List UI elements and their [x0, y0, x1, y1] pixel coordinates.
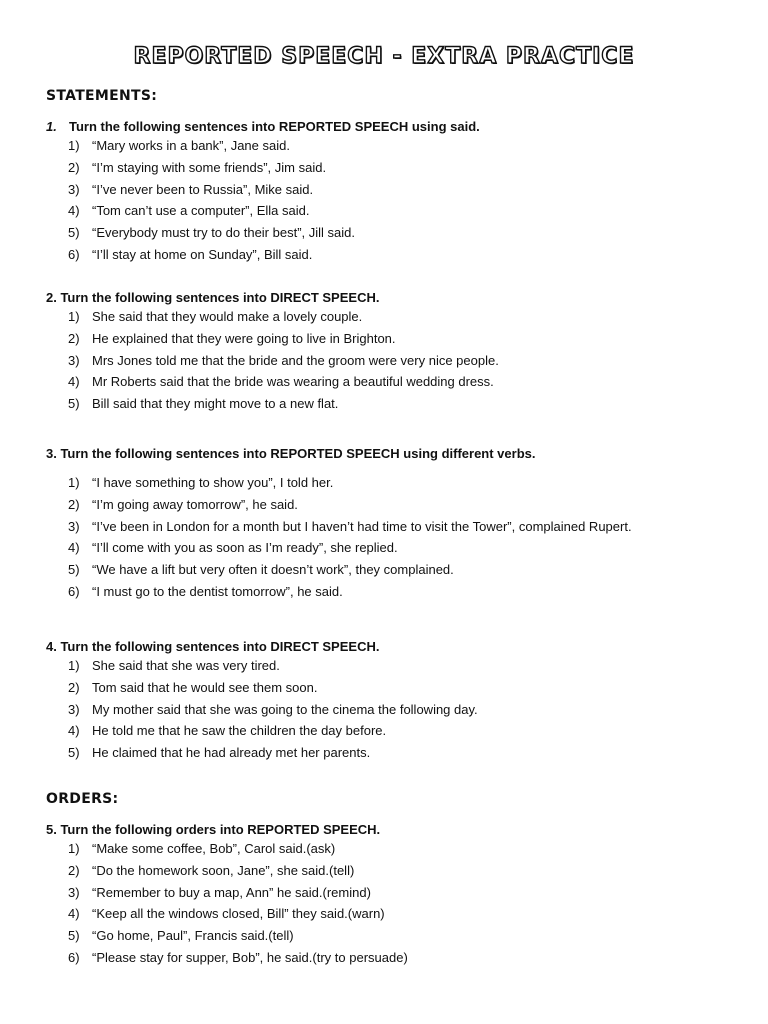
list-item — [46, 244, 746, 266]
item-text: “Everybody must try to do their best”, Jill said. — [92, 225, 355, 241]
list-item — [46, 655, 746, 677]
item-text: Mrs Jones told me that the bride and the groom were very nice people. — [92, 352, 499, 368]
item-text: “I’ve never been to Russia”, Mike said. — [92, 181, 314, 197]
item-number: 4) — [68, 540, 80, 556]
item-text: “We have a lift but very often it doesn’t work”, they complained. — [92, 562, 454, 578]
list-item — [46, 179, 746, 201]
list-item — [46, 135, 746, 157]
item-number: 1) — [68, 475, 80, 490]
exercise-2-list — [46, 306, 746, 415]
item-number: 4) — [68, 374, 80, 390]
item-number: 6) — [68, 246, 80, 262]
item-text: “Do the homework soon, Jane”, she said.(tell) — [92, 862, 355, 878]
item-number: 6) — [68, 949, 80, 965]
item-number: 3) — [68, 884, 80, 900]
item-number: 3) — [68, 518, 80, 534]
list-item — [46, 559, 746, 581]
list-item — [46, 699, 746, 721]
list-item — [46, 947, 746, 969]
item-number: 6) — [68, 583, 80, 599]
item-number: 5) — [68, 928, 80, 944]
item-number: 4) — [68, 723, 80, 739]
item-number: 1) — [68, 309, 80, 324]
item-text: Tom said that he would see them soon. — [92, 679, 318, 695]
item-text: “I have something to show you”, I told her. — [92, 475, 334, 490]
item-text: Mr Roberts said that the bride was wearing a beautiful wedding dress. — [92, 374, 494, 390]
item-text: “Go home, Paul”, Francis said.(tell) — [92, 928, 294, 944]
item-text: Bill said that they might move to a new flat. — [92, 396, 339, 412]
item-text: “Please stay for supper, Bob”, he said.(try to persuade) — [92, 949, 408, 965]
item-number: 5) — [68, 396, 80, 412]
item-text: “Mary works in a bank”, Jane said. — [92, 138, 290, 153]
section-heading-orders: ORDERS: — [46, 791, 119, 807]
list-item — [46, 371, 746, 393]
exercise-5-list — [46, 838, 746, 969]
list-item — [46, 472, 746, 494]
list-item — [46, 742, 746, 764]
item-text: He told me that he saw the children the day before. — [92, 723, 387, 739]
exercise-1-number: 1. — [46, 119, 57, 134]
list-item — [46, 677, 746, 699]
exercise-5-instruction: 5. Turn the following orders into REPORTED SPEECH. — [46, 822, 381, 837]
exercise-1 — [46, 119, 746, 266]
exercise-2 — [46, 290, 746, 415]
item-text: “I must go to the dentist tomorrow”, he said. — [92, 583, 343, 599]
list-item — [46, 925, 746, 947]
item-text: “I’m staying with some friends”, Jim said. — [92, 159, 327, 175]
exercise-4-instruction: 4. Turn the following sentences into DIRECT SPEECH. — [46, 639, 380, 654]
exercise-1-instruction-text: Turn the following sentences into REPORTED SPEECH using said. — [69, 119, 480, 134]
list-item — [46, 222, 746, 244]
item-text: “Keep all the windows closed, Bill” they said.(warn) — [92, 906, 385, 922]
list-item — [46, 306, 746, 328]
list-item — [46, 494, 746, 516]
item-number: 2) — [68, 862, 80, 878]
item-number: 1) — [68, 841, 80, 856]
page-title: REPORTED SPEECH - EXTRA PRACTICE — [133, 44, 635, 69]
item-text: He explained that they were going to live in Brighton. — [92, 330, 396, 346]
list-item — [46, 200, 746, 222]
list-item — [46, 882, 746, 904]
item-text: “I’ve been in London for a month but I haven’t had time to visit the Tower”, complained Rupert. — [92, 518, 632, 534]
exercise-3-list — [46, 472, 746, 603]
item-text: “I’ll come with you as soon as I’m ready”, she replied. — [92, 540, 398, 556]
list-item — [46, 537, 746, 559]
exercise-5 — [46, 822, 746, 969]
item-number: 5) — [68, 745, 80, 761]
item-text: She said that they would make a lovely couple. — [92, 309, 363, 324]
exercise-3-instruction: 3. Turn the following sentences into REPORTED SPEECH using different verbs. — [46, 446, 536, 461]
list-item — [46, 581, 746, 603]
exercise-1-list — [46, 135, 746, 266]
item-number: 2) — [68, 496, 80, 512]
exercise-2-instruction: 2. Turn the following sentences into DIRECT SPEECH. — [46, 290, 380, 305]
item-number: 2) — [68, 330, 80, 346]
list-item — [46, 393, 746, 415]
exercise-1-instruction — [46, 119, 746, 135]
item-number: 1) — [68, 138, 80, 153]
list-item — [46, 157, 746, 179]
item-number: 4) — [68, 203, 80, 219]
list-item — [46, 328, 746, 350]
item-number: 4) — [68, 906, 80, 922]
item-number: 2) — [68, 159, 80, 175]
list-item — [46, 860, 746, 882]
item-number: 3) — [68, 352, 80, 368]
item-text: “Tom can’t use a computer”, Ella said. — [92, 203, 310, 219]
exercise-3 — [46, 446, 746, 603]
list-item — [46, 350, 746, 372]
item-text: “Make some coffee, Bob”, Carol said.(ask) — [92, 841, 336, 856]
exercise-4 — [46, 639, 746, 764]
item-number: 3) — [68, 181, 80, 197]
item-text: “I’ll stay at home on Sunday”, Bill said. — [92, 246, 313, 262]
item-number: 2) — [68, 679, 80, 695]
item-number: 5) — [68, 225, 80, 241]
list-item — [46, 903, 746, 925]
item-text: “Remember to buy a map, Ann” he said.(remind) — [92, 884, 371, 900]
item-text: “I’m going away tomorrow”, he said. — [92, 496, 298, 512]
list-item — [46, 720, 746, 742]
exercise-4-list — [46, 655, 746, 764]
list-item — [46, 838, 746, 860]
item-number: 5) — [68, 562, 80, 578]
section-heading-statements: STATEMENTS: — [46, 88, 158, 104]
item-number: 1) — [68, 658, 80, 673]
item-number: 3) — [68, 701, 80, 717]
item-text: She said that she was very tired. — [92, 658, 280, 673]
item-text: My mother said that she was going to the cinema the following day. — [92, 701, 478, 717]
list-item — [46, 516, 746, 538]
item-text: He claimed that he had already met her parents. — [92, 745, 371, 761]
